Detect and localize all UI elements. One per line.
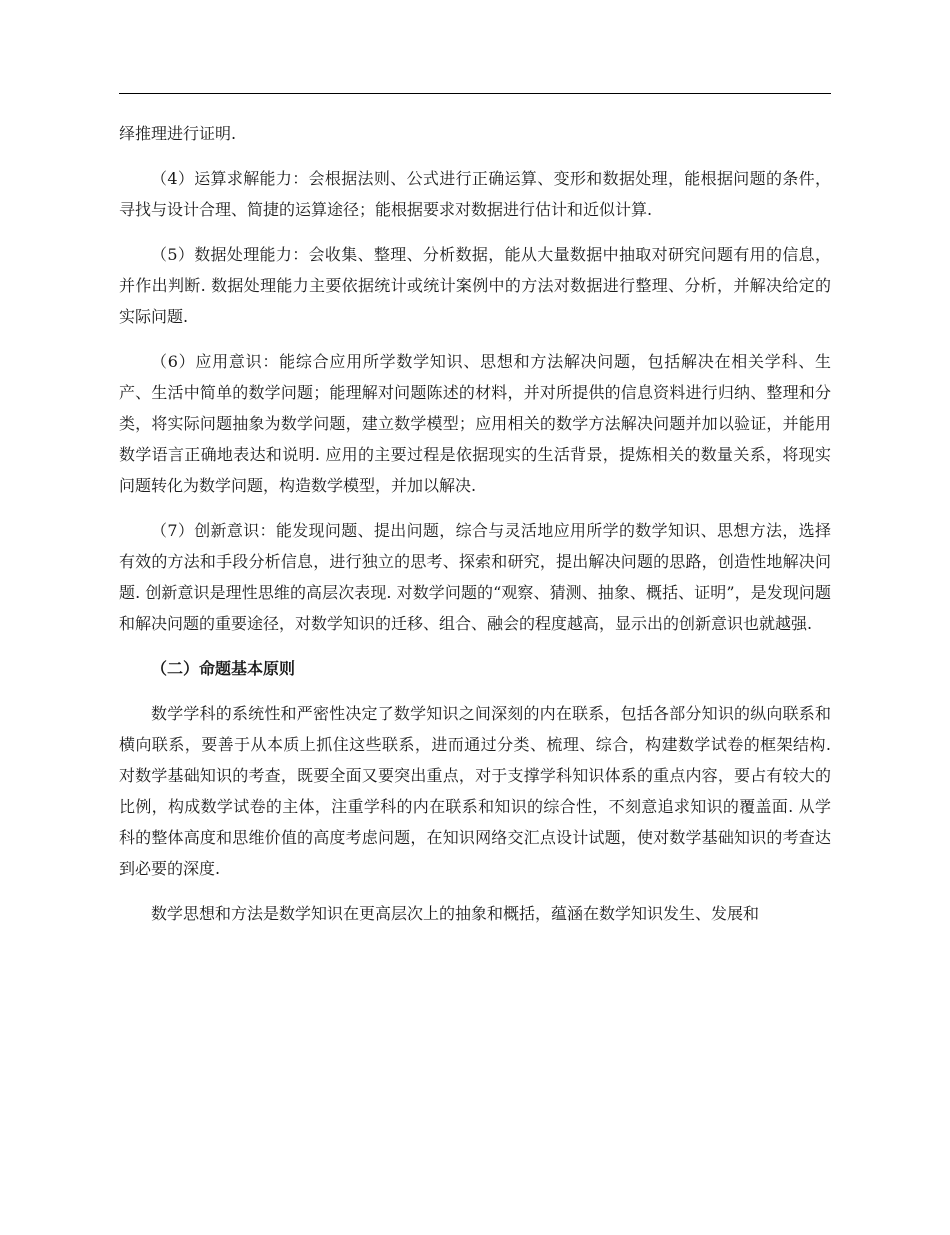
paragraph-innovation-awareness: （7）创新意识：能发现问题、提出问题，综合与灵活地应用所学的数学知识、思想方法，选择有效的方法和手段分析信息，进行独立的思考、探索和研究，提出解决问题的思路，创造性地解决问题. 创新意识是理性思维的高层次表现. 对数学问题的“观察、猜测、抽象、概括、证明”，是发现问题和解决问题的重要途径，对数学知识的迁移、组合、融会的程度越高，显示出的创新意识也就越强. xyxy=(119,521,831,633)
section-heading: （二）命题基本原则 xyxy=(151,659,296,678)
paragraph-continuation: 绎推理进行证明. xyxy=(119,124,237,143)
document-body xyxy=(119,118,831,943)
paragraph-principles: 数学学科的系统性和严密性决定了数学知识之间深刻的内在联系，包括各部分知识的纵向联系和横向联系，要善于从本质上抓住这些联系，进而通过分类、梳理、综合，构建数学试卷的框架结构. 对数学基础知识的考查，既要全面又要突出重点，对于支撑学科知识体系的重点内容，要占有较大的比例，构成数学试卷的主体，注重学科的内在联系和知识的综合性，不刻意追求知识的覆盖面. 从学科的整体高度和思维价值的高度考虑问题，在知识网络交汇点设计试题，使对数学基础知识的考查达到必要的深度. xyxy=(119,704,831,878)
paragraph-math-thinking: 数学思想和方法是数学知识在更高层次上的抽象和概括，蕴涵在数学知识发生、发展和 xyxy=(151,904,760,923)
paragraph-data-processing-ability: （5）数据处理能力：会收集、整理、分析数据，能从大量数据中抽取对研究问题有用的信息，并作出判断. 数据处理能力主要依据统计或统计案例中的方法对数据进行整理、分析，并解决给定的实际问题. xyxy=(119,245,831,326)
header-rule xyxy=(119,93,831,94)
paragraph-computation-ability: （4）运算求解能力：会根据法则、公式进行正确运算、变形和数据处理，能根据问题的条件，寻找与设计合理、简捷的运算途径；能根据要求对数据进行估计和近似计算. xyxy=(119,169,831,219)
paragraph-application-awareness: （6）应用意识：能综合应用所学数学知识、思想和方法解决问题，包括解决在相关学科、生产、生活中简单的数学问题；能理解对问题陈述的材料，并对所提供的信息资料进行归纳、整理和分类，将实际问题抽象为数学问题，建立数学模型；应用相关的数学方法解决问题并加以验证，并能用数学语言正确地表达和说明. 应用的主要过程是依据现实的生活背景，提炼相关的数量关系，将现实问题转化为数学问题，构造数学模型，并加以解决. xyxy=(119,352,831,495)
